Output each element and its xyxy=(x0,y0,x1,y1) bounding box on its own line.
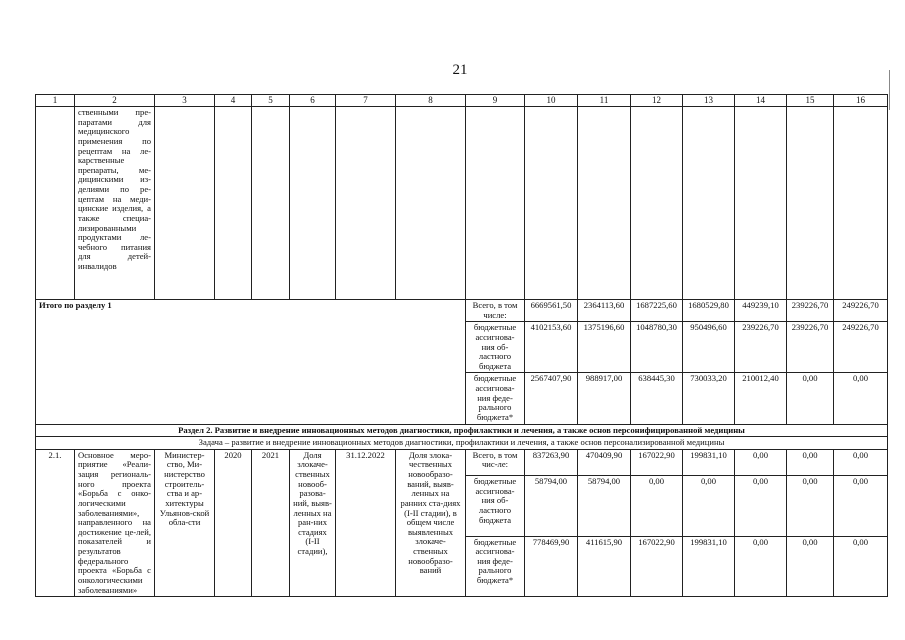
col-number: 4 xyxy=(215,95,252,107)
col-number: 13 xyxy=(683,95,735,107)
col-number: 11 xyxy=(578,95,631,107)
value-cell: 1687225,60 xyxy=(631,300,683,322)
value-cell: 4102153,60 xyxy=(525,322,578,373)
value-cell: 0,00 xyxy=(735,476,787,537)
section-title-row xyxy=(36,424,888,437)
value-cell: 988917,00 xyxy=(578,373,631,424)
value-cell: 449239,10 xyxy=(735,300,787,322)
funding-type: Всего, в том числе: xyxy=(466,300,525,322)
year-start: 2020 xyxy=(215,449,252,596)
value-cell: 0,00 xyxy=(631,476,683,537)
expected-result: Доля злока-чественных новообразо-ваний, выяв-ленных на ранних ста-диях (I-II стадии), в общем числе выявленных злокаче-ственных новообразо-ваний xyxy=(396,449,466,596)
target-indicator: Доля злокаче-ственных новооб-разова-ний, выяв-ленных на ран-них стадиях (I-II стадии), xyxy=(290,449,336,596)
value-cell: 950496,60 xyxy=(683,322,735,373)
col-number: 12 xyxy=(631,95,683,107)
value-cell: 58794,00 xyxy=(578,476,631,537)
value-cell: 0,00 xyxy=(735,536,787,597)
value-cell: 1048780,30 xyxy=(631,322,683,373)
header-row xyxy=(36,95,888,107)
value-cell: 778469,90 xyxy=(525,536,578,597)
value-cell: 0,00 xyxy=(787,536,834,597)
value-cell: 249226,70 xyxy=(834,300,888,322)
value-cell: 470409,90 xyxy=(578,449,631,475)
col-number: 9 xyxy=(466,95,525,107)
value-cell: 0,00 xyxy=(683,476,735,537)
funding-type: бюджетные ассигнова-ния об-ластного бюджета xyxy=(466,476,525,537)
executor: Министер-ство, Ми-нистерство строитель-ства и ар-хитектуры Ульянов-ской обла-сти xyxy=(155,449,215,596)
section-title: Раздел 2. Развитие и внедрение инновационных методов диагностики, профилактики и лечения, а также основ персонифицированной медицины xyxy=(36,424,888,437)
value-cell: 167022,90 xyxy=(631,449,683,475)
value-cell: 58794,00 xyxy=(525,476,578,537)
continuation-row xyxy=(36,107,888,300)
col-number: 16 xyxy=(834,95,888,107)
col-number: 2 xyxy=(75,95,155,107)
col-number: 7 xyxy=(336,95,396,107)
value-cell: 239226,70 xyxy=(787,300,834,322)
value-cell: 0,00 xyxy=(834,449,888,475)
funding-type: бюджетные ассигнова-ния об-ластного бюджета xyxy=(466,322,525,373)
col-number: 15 xyxy=(787,95,834,107)
value-cell: 249226,70 xyxy=(834,322,888,373)
row-number: 2.1. xyxy=(36,449,75,596)
value-cell: 0,00 xyxy=(834,476,888,537)
value-cell: 411615,90 xyxy=(578,536,631,597)
total-row xyxy=(36,300,888,322)
col-number: 10 xyxy=(525,95,578,107)
value-cell: 0,00 xyxy=(787,476,834,537)
measure-name: Основное меро-приятие «Реали-зация региональ-ного проекта «Борьба с онко-логическими заболеваниями», направленного на достижение це-лей, показателей и результатов федерального проекта «Борьба с онкологическими заболеваниями» xyxy=(75,449,155,596)
funding-type: бюджетные ассигнова-ния феде-рального бюджета* xyxy=(466,536,525,597)
value-cell: 239226,70 xyxy=(787,322,834,373)
value-cell: 730033,20 xyxy=(683,373,735,424)
value-cell: 167022,90 xyxy=(631,536,683,597)
measure-row xyxy=(36,449,888,475)
col-number: 14 xyxy=(735,95,787,107)
task-title: Задача – развитие и внедрение инновационных методов диагностики, профилактики и лечения, а также основ персонализированной медицины xyxy=(36,437,888,450)
value-cell: 1375196,60 xyxy=(578,322,631,373)
budget-table xyxy=(35,94,888,597)
col-number: 8 xyxy=(396,95,466,107)
value-cell: 239226,70 xyxy=(735,322,787,373)
value-cell: 199831,10 xyxy=(683,536,735,597)
col-number: 6 xyxy=(290,95,336,107)
value-cell: 210012,40 xyxy=(735,373,787,424)
value-cell: 6669561,50 xyxy=(525,300,578,322)
task-title-row xyxy=(36,437,888,450)
margin-mark xyxy=(889,70,896,110)
funding-type: бюджетные ассигнова-ния феде-рального бюджета* xyxy=(466,373,525,424)
total-label: Итого по разделу 1 xyxy=(36,300,466,425)
year-end: 2021 xyxy=(252,449,290,596)
value-cell: 2364113,60 xyxy=(578,300,631,322)
value-cell: 837263,90 xyxy=(525,449,578,475)
funding-type: Всего, в том чис-ле: xyxy=(466,449,525,475)
value-cell: 2567407,90 xyxy=(525,373,578,424)
value-cell: 1680529,80 xyxy=(683,300,735,322)
col-number: 1 xyxy=(36,95,75,107)
page-number: 21 xyxy=(452,62,468,78)
value-cell: 638445,30 xyxy=(631,373,683,424)
continuation-text: ственными пре-паратами для медицинского применения по рецептам на ле-карственные препараты, ме-дицинскими из-делиями по ре-цептам на меди-цинские изделия, а также специа-лизированными продуктами ле-чебного питания для детей-инвалидов xyxy=(75,107,155,300)
value-cell: 0,00 xyxy=(787,449,834,475)
value-cell: 0,00 xyxy=(834,536,888,597)
value-cell: 199831,10 xyxy=(683,449,735,475)
value-cell: 0,00 xyxy=(834,373,888,424)
col-number: 5 xyxy=(252,95,290,107)
target-date: 31.12.2022 xyxy=(336,449,396,596)
value-cell: 0,00 xyxy=(735,449,787,475)
value-cell: 0,00 xyxy=(787,373,834,424)
col-number: 3 xyxy=(155,95,215,107)
